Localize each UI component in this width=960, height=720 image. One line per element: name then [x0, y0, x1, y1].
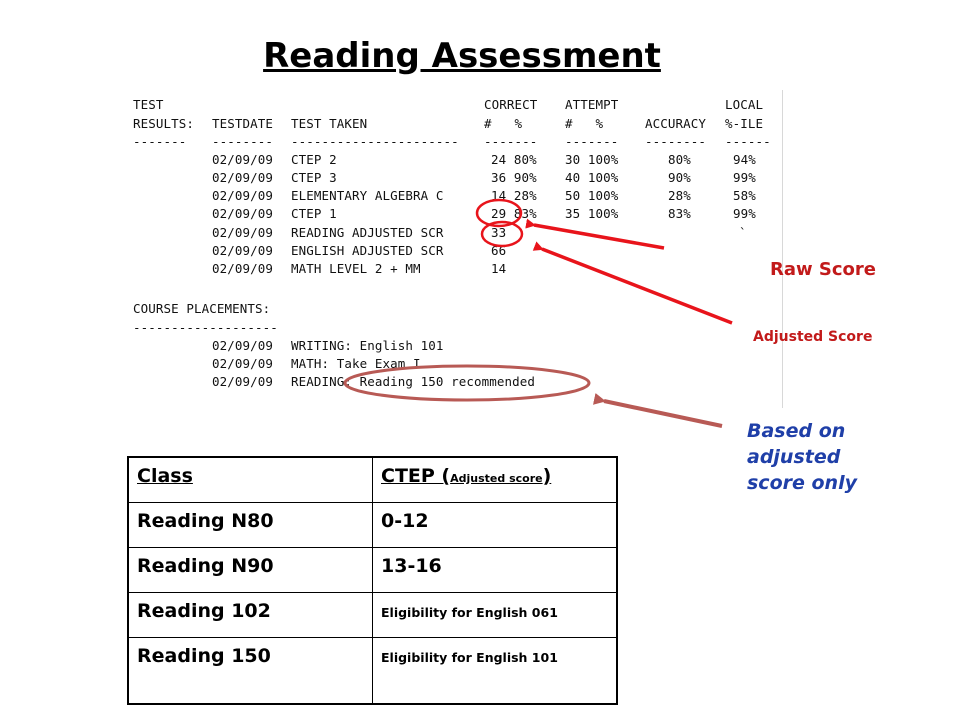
- row-correct: 24 80%: [491, 152, 537, 167]
- row-test: CTEP 3: [291, 170, 337, 185]
- header-ctep-small: Adjusted score: [450, 472, 543, 485]
- row-local: 94%: [733, 152, 756, 167]
- rule-seg: --------: [212, 134, 274, 149]
- header-testtaken: TEST TAKEN: [291, 116, 368, 131]
- header-ctep-label: CTEP (: [381, 465, 451, 487]
- row-test: MATH LEVEL 2 + MM: [291, 261, 421, 276]
- row-accuracy: 28%: [668, 188, 691, 203]
- row-date: 02/09/09: [212, 188, 274, 203]
- table-row: [128, 503, 617, 548]
- row-test: ELEMENTARY ALGEBRA C: [291, 188, 444, 203]
- header-ctep: [381, 465, 551, 487]
- table-cell-range: [373, 593, 618, 638]
- table-cell-range: 0-12: [373, 503, 618, 548]
- table-cell-class: Reading 102: [128, 593, 373, 638]
- page-title: Reading Assessment: [263, 36, 661, 76]
- row-attempt: 35 100%: [565, 206, 619, 221]
- scan-edge-divider: [782, 90, 783, 408]
- row-date: 02/09/09: [212, 206, 274, 221]
- test-results-printout: [133, 90, 781, 408]
- placement-table: [127, 456, 618, 705]
- header-class: Class: [137, 465, 193, 487]
- row-attempt: 40 100%: [565, 170, 619, 185]
- table-header-cell: [373, 457, 618, 503]
- header-attempt-sub: # %: [565, 116, 604, 131]
- table-cell-range: [373, 638, 618, 705]
- table-cell-class: Reading N80: [128, 503, 373, 548]
- placements-rule-text: -------------------: [133, 320, 278, 335]
- row-test: ENGLISH ADJUSTED SCR: [291, 243, 444, 258]
- placement-date: 02/09/09: [212, 374, 274, 389]
- row-local: 99%: [733, 170, 756, 185]
- header-test: TEST: [133, 97, 164, 112]
- header-accuracy: ACCURACY: [645, 116, 707, 131]
- header-attempt: ATTEMPT: [565, 97, 619, 112]
- header-testdate: TESTDATE: [212, 116, 274, 131]
- rule-seg: -------: [484, 134, 538, 149]
- row-local: 58%: [733, 188, 756, 203]
- row-correct: 14: [491, 261, 507, 276]
- row-test: CTEP 1: [291, 206, 337, 221]
- header-results: RESULTS:: [133, 116, 195, 131]
- header-local: LOCAL: [725, 97, 764, 112]
- row-correct: 29 83%: [491, 206, 537, 221]
- row-date: 02/09/09: [212, 170, 274, 185]
- placement-text: WRITING: English 101: [291, 338, 444, 353]
- header-correct-sub: # %: [484, 116, 523, 131]
- row-correct: 66: [491, 243, 507, 258]
- placements-label-text: COURSE PLACEMENTS:: [133, 301, 271, 316]
- row-date: 02/09/09: [212, 152, 274, 167]
- raw-score-label: Raw Score: [770, 259, 876, 280]
- table-cell-range: 13-16: [373, 548, 618, 593]
- row-correct: 36 90%: [491, 170, 537, 185]
- header-ctep-close: ): [542, 465, 552, 487]
- placement-text: READING: Reading 150 recommended: [291, 374, 536, 389]
- row-test: CTEP 2: [291, 152, 337, 167]
- placement-text: MATH: Take Exam I: [291, 356, 421, 371]
- based-on-adjusted-note: Based on adjusted score only: [747, 420, 857, 494]
- rule-seg: ----------------------: [291, 134, 459, 149]
- row-accuracy: 80%: [668, 152, 691, 167]
- row-date: 02/09/09: [212, 225, 274, 240]
- header-correct: CORRECT: [484, 97, 538, 112]
- table-row: [128, 593, 617, 638]
- range-eligibility: Eligibility for English 061: [381, 605, 558, 620]
- table-header-row: [128, 457, 617, 503]
- row-correct: 33: [491, 225, 507, 240]
- table-header-cell: [128, 457, 373, 503]
- rule-seg: -------: [565, 134, 619, 149]
- row-correct: 14 28%: [491, 188, 537, 203]
- row-local: `: [739, 225, 747, 240]
- row-attempt: 50 100%: [565, 188, 619, 203]
- table-cell-class: Reading N90: [128, 548, 373, 593]
- rule-seg: ------: [725, 134, 771, 149]
- rule-seg: --------: [645, 134, 707, 149]
- row-local: 99%: [733, 206, 756, 221]
- row-test: READING ADJUSTED SCR: [291, 225, 444, 240]
- header-local-sub: %-ILE: [725, 116, 764, 131]
- table-row: [128, 638, 617, 705]
- row-accuracy: 83%: [668, 206, 691, 221]
- table-cell-class: Reading 150: [128, 638, 373, 705]
- row-accuracy: 90%: [668, 170, 691, 185]
- row-date: 02/09/09: [212, 261, 274, 276]
- rule-seg: -------: [133, 134, 187, 149]
- table-row: [128, 548, 617, 593]
- placement-date: 02/09/09: [212, 338, 274, 353]
- range-eligibility: Eligibility for English 101: [381, 650, 558, 665]
- row-attempt: 30 100%: [565, 152, 619, 167]
- adjusted-score-label: Adjusted Score: [753, 329, 873, 345]
- placement-date: 02/09/09: [212, 356, 274, 371]
- placement-row: [133, 374, 536, 434]
- row-date: 02/09/09: [212, 243, 274, 258]
